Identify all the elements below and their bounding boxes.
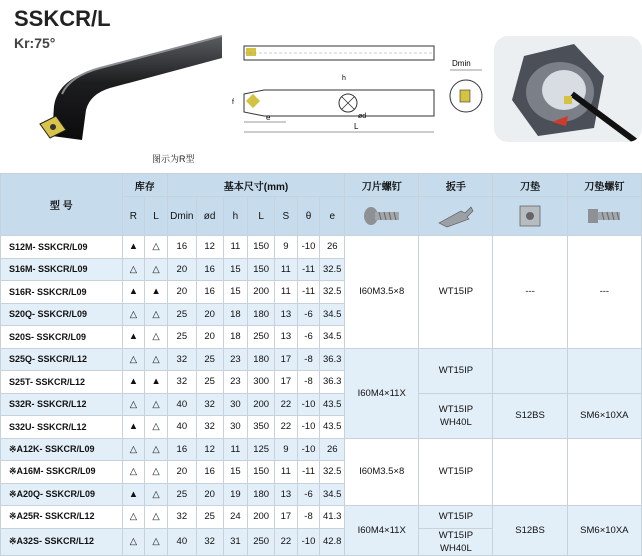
product-subtitle: Kr:75° <box>14 35 56 51</box>
h-cell: 11 <box>223 236 248 259</box>
shim-screw-group <box>567 438 641 506</box>
e-cell: 32.5 <box>320 461 345 484</box>
stock-l-cell: △ <box>145 528 168 555</box>
shim-group <box>493 348 567 393</box>
e-cell: 43.5 <box>320 393 345 416</box>
theta-cell: -8 <box>297 371 320 394</box>
model-cell: ※A16M- SSKCR/L09 <box>1 461 123 484</box>
shim-icon <box>493 197 567 236</box>
e-cell: 32.5 <box>320 258 345 281</box>
wrench-icon <box>419 197 493 236</box>
model-cell: S20Q- SSKCR/L09 <box>1 303 123 326</box>
theta-cell: -10 <box>297 438 320 461</box>
header-stock: 库存 <box>122 174 167 197</box>
wrench-group: WT15IP <box>419 438 493 506</box>
e-cell: 36.3 <box>320 348 345 371</box>
model-cell: S16R- SSKCR/L09 <box>1 281 123 304</box>
model-cell: S16M- SSKCR/L09 <box>1 258 123 281</box>
stock-r-cell: △ <box>122 303 145 326</box>
theta-cell: -6 <box>297 326 320 349</box>
shim-screw-icon <box>567 197 641 236</box>
wrench-line-2: WH40L <box>440 416 472 428</box>
table-row <box>1 438 642 461</box>
theta-cell: -10 <box>297 528 320 555</box>
e-cell: 43.5 <box>320 416 345 439</box>
shim-screw-group: SM6×10XA <box>567 506 641 556</box>
dmin-cell: 16 <box>167 236 196 259</box>
model-cell: ※A12K- SSKCR/L09 <box>1 438 123 461</box>
model-cell: S12M- SSKCR/L09 <box>1 236 123 259</box>
subheader-s: S <box>275 197 298 236</box>
screw-group: I60M4×11X <box>345 506 419 556</box>
dmin-cell: 40 <box>167 416 196 439</box>
d-cell: 16 <box>196 461 223 484</box>
screw-group: I60M4×11X <box>345 348 419 438</box>
theta-cell: -8 <box>297 348 320 371</box>
length-cell: 150 <box>248 461 275 484</box>
s-cell: 11 <box>275 258 298 281</box>
d-cell: 25 <box>196 371 223 394</box>
stock-l-cell: △ <box>145 348 168 371</box>
model-cell: S25Q- SSKCR/L12 <box>1 348 123 371</box>
length-cell: 150 <box>248 258 275 281</box>
tool-photo <box>0 28 222 152</box>
dmin-cell: 25 <box>167 483 196 506</box>
shim-screw-group: SM6×10XA <box>567 393 641 438</box>
theta-cell: -10 <box>297 236 320 259</box>
stock-l-cell: △ <box>145 326 168 349</box>
stock-l-cell: △ <box>145 393 168 416</box>
stock-r-cell: △ <box>122 506 145 529</box>
dmin-cell: 16 <box>167 438 196 461</box>
subheader-h: h <box>223 197 248 236</box>
table-row <box>1 506 642 529</box>
shim-screw-group <box>567 348 641 393</box>
h-cell: 11 <box>223 438 248 461</box>
dmin-cell: 32 <box>167 371 196 394</box>
stock-r-cell: △ <box>122 258 145 281</box>
model-cell: S20S- SSKCR/L09 <box>1 326 123 349</box>
theta-cell: -6 <box>297 303 320 326</box>
d-cell: 32 <box>196 393 223 416</box>
s-cell: 22 <box>275 528 298 555</box>
length-cell: 180 <box>248 483 275 506</box>
subheader-l: L <box>145 197 168 236</box>
wrench-group <box>419 528 493 555</box>
wrench-group: WT15IP <box>419 506 493 529</box>
stock-l-cell: △ <box>145 236 168 259</box>
svg-text:L: L <box>354 122 359 131</box>
length-cell: 250 <box>248 326 275 349</box>
table-row <box>1 393 642 416</box>
h-cell: 19 <box>223 483 248 506</box>
screw-group: I60M3.5×8 <box>345 438 419 506</box>
stock-l-cell: ▲ <box>145 371 168 394</box>
model-cell: ※A25R- SSKCR/L12 <box>1 506 123 529</box>
stock-r-cell: ▲ <box>122 416 145 439</box>
d-cell: 12 <box>196 438 223 461</box>
e-cell: 42.8 <box>320 528 345 555</box>
stock-r-cell: ▲ <box>122 326 145 349</box>
model-cell: S32R- SSKCR/L12 <box>1 393 123 416</box>
h-cell: 30 <box>223 416 248 439</box>
s-cell: 11 <box>275 281 298 304</box>
stock-r-cell: △ <box>122 461 145 484</box>
length-cell: 180 <box>248 303 275 326</box>
s-cell: 11 <box>275 461 298 484</box>
dmin-cell: 40 <box>167 393 196 416</box>
h-cell: 23 <box>223 371 248 394</box>
shim-screw-group: --- <box>567 236 641 349</box>
d-cell: 12 <box>196 236 223 259</box>
theta-cell: -10 <box>297 393 320 416</box>
svg-text:e: e <box>266 113 271 122</box>
stock-l-cell: △ <box>145 303 168 326</box>
s-cell: 22 <box>275 416 298 439</box>
product-header <box>0 0 642 172</box>
stock-r-cell: △ <box>122 348 145 371</box>
stock-l-cell: △ <box>145 461 168 484</box>
length-cell: 150 <box>248 236 275 259</box>
dimension-drawing <box>224 24 492 144</box>
shim-group <box>493 438 567 506</box>
wrench-group <box>419 393 493 438</box>
subheader-theta: θ <box>297 197 320 236</box>
dmin-cell: 40 <box>167 528 196 555</box>
subheader-d: ød <box>196 197 223 236</box>
d-cell: 16 <box>196 281 223 304</box>
d-cell: 32 <box>196 528 223 555</box>
h-cell: 15 <box>223 461 248 484</box>
dmin-cell: 20 <box>167 258 196 281</box>
header-shim-screw: 刀垫螺钉 <box>567 174 641 197</box>
e-cell: 34.5 <box>320 303 345 326</box>
stock-r-cell: △ <box>122 438 145 461</box>
e-cell: 36.3 <box>320 371 345 394</box>
dmin-cell: 25 <box>167 326 196 349</box>
theta-cell: -11 <box>297 281 320 304</box>
length-cell: 200 <box>248 506 275 529</box>
d-cell: 20 <box>196 303 223 326</box>
header-wrench: 扳手 <box>419 174 493 197</box>
stock-r-cell: △ <box>122 528 145 555</box>
svg-text:f: f <box>232 99 234 106</box>
stock-l-cell: ▲ <box>145 281 168 304</box>
model-cell: S25T- SSKCR/L12 <box>1 371 123 394</box>
s-cell: 9 <box>275 438 298 461</box>
stock-l-cell: △ <box>145 483 168 506</box>
s-cell: 13 <box>275 483 298 506</box>
e-cell: 34.5 <box>320 326 345 349</box>
d-cell: 25 <box>196 348 223 371</box>
stock-l-cell: △ <box>145 416 168 439</box>
h-cell: 30 <box>223 393 248 416</box>
s-cell: 17 <box>275 506 298 529</box>
table-row <box>1 348 642 371</box>
dmin-cell: 20 <box>167 281 196 304</box>
e-cell: 34.5 <box>320 483 345 506</box>
screw-icon <box>345 197 419 236</box>
d-cell: 16 <box>196 258 223 281</box>
s-cell: 17 <box>275 348 298 371</box>
s-cell: 17 <box>275 371 298 394</box>
theta-cell: -11 <box>297 461 320 484</box>
model-cell: S32U- SSKCR/L12 <box>1 416 123 439</box>
screw-group: I60M3.5×8 <box>345 236 419 349</box>
d-cell: 25 <box>196 506 223 529</box>
h-cell: 23 <box>223 348 248 371</box>
header-shim: 刀垫 <box>493 174 567 197</box>
d-cell: 32 <box>196 416 223 439</box>
svg-text:h: h <box>342 75 346 82</box>
dmin-cell: 20 <box>167 461 196 484</box>
stock-r-cell: △ <box>122 393 145 416</box>
subheader-r: R <box>122 197 145 236</box>
application-photo <box>494 36 642 142</box>
header-dims: 基本尺寸(mm) <box>167 174 344 197</box>
theta-cell: -10 <box>297 416 320 439</box>
table-row <box>1 236 642 259</box>
d-cell: 20 <box>196 326 223 349</box>
model-cell: ※A20Q- SSKCR/L09 <box>1 483 123 506</box>
length-cell: 180 <box>248 348 275 371</box>
length-cell: 125 <box>248 438 275 461</box>
shim-group: S12BS <box>493 506 567 556</box>
product-title: SSKCR/L <box>14 6 111 31</box>
stock-r-cell: ▲ <box>122 236 145 259</box>
theta-cell: -6 <box>297 483 320 506</box>
d-cell: 20 <box>196 483 223 506</box>
shim-group: S12BS <box>493 393 567 438</box>
subheader-len: L <box>248 197 275 236</box>
model-cell: ※A32S- SSKCR/L12 <box>1 528 123 555</box>
stock-l-cell: △ <box>145 258 168 281</box>
svg-text:Dmin: Dmin <box>452 59 471 68</box>
dmin-cell: 32 <box>167 506 196 529</box>
header-screw: 刀片螺钉 <box>345 174 419 197</box>
shim-group: --- <box>493 236 567 349</box>
s-cell: 13 <box>275 303 298 326</box>
header-model: 型 号 <box>1 174 123 236</box>
spec-table <box>0 173 642 556</box>
length-cell: 200 <box>248 393 275 416</box>
figure-caption: 图示为R型 <box>152 154 195 164</box>
e-cell: 26 <box>320 236 345 259</box>
wrench-line-1: WT15IP <box>438 403 474 415</box>
length-cell: 300 <box>248 371 275 394</box>
e-cell: 32.5 <box>320 281 345 304</box>
stock-r-cell: ▲ <box>122 281 145 304</box>
wrench-line-2: WH40L <box>440 542 472 554</box>
dmin-cell: 25 <box>167 303 196 326</box>
subheader-dmin: Dmin <box>167 197 196 236</box>
dmin-cell: 32 <box>167 348 196 371</box>
length-cell: 200 <box>248 281 275 304</box>
s-cell: 22 <box>275 393 298 416</box>
h-cell: 31 <box>223 528 248 555</box>
e-cell: 41.3 <box>320 506 345 529</box>
stock-l-cell: △ <box>145 506 168 529</box>
wrench-line-1: WT15IP <box>438 529 474 541</box>
theta-cell: -11 <box>297 258 320 281</box>
stock-r-cell: ▲ <box>122 483 145 506</box>
h-cell: 18 <box>223 303 248 326</box>
stock-r-cell: ▲ <box>122 371 145 394</box>
length-cell: 350 <box>248 416 275 439</box>
e-cell: 26 <box>320 438 345 461</box>
h-cell: 24 <box>223 506 248 529</box>
svg-text:ød: ød <box>358 113 367 120</box>
stock-l-cell: △ <box>145 438 168 461</box>
s-cell: 13 <box>275 326 298 349</box>
subheader-e: e <box>320 197 345 236</box>
length-cell: 250 <box>248 528 275 555</box>
s-cell: 9 <box>275 236 298 259</box>
h-cell: 15 <box>223 258 248 281</box>
h-cell: 18 <box>223 326 248 349</box>
h-cell: 15 <box>223 281 248 304</box>
wrench-group: WT15IP <box>419 348 493 393</box>
wrench-group: WT15IP <box>419 236 493 349</box>
theta-cell: -8 <box>297 506 320 529</box>
